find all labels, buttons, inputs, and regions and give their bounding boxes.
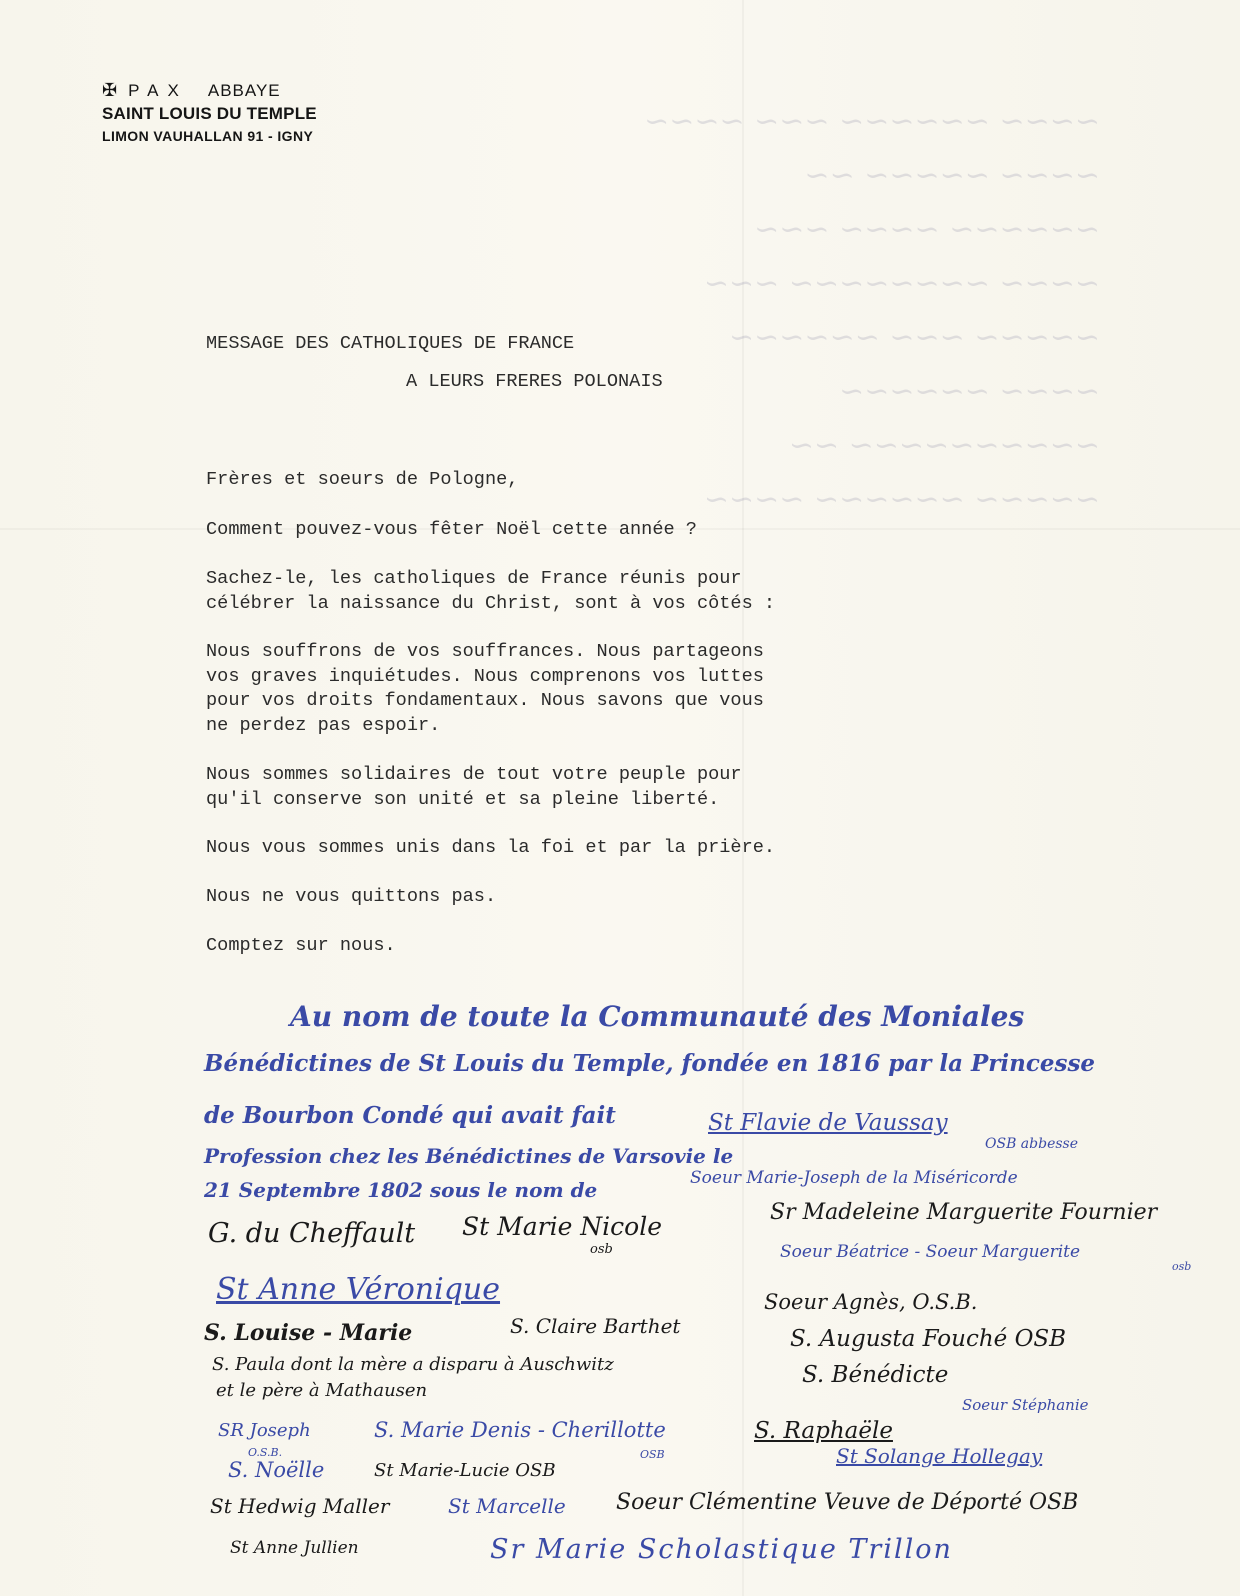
signature: Sr Marie Scholastique Trillon bbox=[490, 1534, 953, 1565]
signature: S. Marie Denis - Cherillotte bbox=[374, 1418, 666, 1442]
signature: S. Louise - Marie bbox=[204, 1320, 413, 1346]
signature-flavie: St Flavie de Vaussay bbox=[708, 1110, 948, 1136]
signature: St Anne Véronique bbox=[216, 1272, 501, 1307]
signature: St Marie Nicole bbox=[462, 1212, 663, 1241]
letterhead bbox=[102, 80, 317, 144]
cross-icon: ✠ bbox=[102, 80, 119, 100]
paragraph-7: Comptez sur nous. bbox=[206, 935, 396, 956]
paragraph-question: Comment pouvez-vous fêter Noël cette année ? bbox=[206, 519, 697, 540]
signature: Soeur Stéphanie bbox=[962, 1396, 1089, 1414]
signature-osb: osb bbox=[590, 1242, 613, 1257]
handwritten-osb-abbesse: OSB abbesse bbox=[985, 1136, 1079, 1152]
paragraph-4: Nous sommes solidaires de tout votre peuple pour qu'il conserve son unité et sa pleine liberté. bbox=[206, 764, 742, 810]
salutation: Frères et soeurs de Pologne, bbox=[206, 469, 519, 490]
signature: St Solange Hollegay bbox=[836, 1444, 1043, 1468]
signature-note-line1: S. Paula dont la mère a disparu à Auschwitz bbox=[212, 1354, 614, 1375]
signature: Sr Madeleine Marguerite Fournier bbox=[770, 1200, 1158, 1225]
signature: St Hedwig Maller bbox=[210, 1494, 390, 1518]
signature-note-line2: et le père à Mathausen bbox=[216, 1380, 428, 1401]
handwritten-line4: Profession chez les Bénédictines de Varsovie le bbox=[204, 1144, 734, 1168]
letterhead-address: LIMON VAUHALLAN 91 - IGNY bbox=[102, 128, 314, 144]
handwritten-line5: 21 Septembre 1802 sous le nom de bbox=[204, 1178, 598, 1202]
signature: S. Claire Barthet bbox=[510, 1314, 681, 1338]
signature-osb: OSB bbox=[640, 1448, 665, 1461]
paragraph-6: Nous ne vous quittons pas. bbox=[206, 886, 497, 907]
message-title-line1: MESSAGE DES CATHOLIQUES DE FRANCE bbox=[206, 333, 575, 354]
signature: S. Bénédicte bbox=[802, 1362, 949, 1388]
paragraph-5: Nous vous sommes unis dans la foi et par la prière. bbox=[206, 837, 776, 858]
handwritten-line5-name: Soeur Marie-Joseph de la Miséricorde bbox=[690, 1168, 1018, 1188]
handwritten-line2: Bénédictines de St Louis du Temple, fondée en 1816 par la Princesse bbox=[204, 1050, 1096, 1077]
fold-line-vertical bbox=[742, 0, 744, 1596]
signature: Soeur Agnès, O.S.B. bbox=[764, 1290, 978, 1314]
handwritten-line1: Au nom de toute la Communauté des Moniales bbox=[290, 1000, 1025, 1033]
signature: St Anne Jullien bbox=[230, 1538, 359, 1558]
signature: S. Augusta Fouché OSB bbox=[790, 1326, 1067, 1352]
signature: Soeur Béatrice - Soeur Marguerite bbox=[780, 1242, 1081, 1262]
signature: SR Joseph bbox=[218, 1420, 311, 1441]
handwritten-line3: de Bourbon Condé qui avait fait bbox=[204, 1102, 616, 1129]
signature: S. Noëlle bbox=[228, 1458, 325, 1482]
signature: Soeur Clémentine Veuve de Déporté OSB bbox=[616, 1490, 1079, 1515]
letterhead-name: SAINT LOUIS DU TEMPLE bbox=[102, 104, 317, 123]
signature: G. du Cheffault bbox=[208, 1218, 416, 1249]
letterhead-abbaye: ABBAYE bbox=[207, 80, 281, 100]
signature: St Marcelle bbox=[448, 1494, 566, 1518]
letterhead-pax: PAX bbox=[128, 80, 188, 100]
letterhead-line1 bbox=[102, 80, 317, 101]
signature-osb: osb bbox=[1172, 1260, 1192, 1273]
message-title-line2: A LEURS FRERES POLONAIS bbox=[406, 371, 663, 392]
paragraph-3: Nous souffrons de vos souffrances. Nous partageons vos graves inquiétudes. Nous comprenons vos luttes pour vos droits fondamentaux. Nous savons que vous ne perdez pas espoir. bbox=[206, 641, 764, 736]
signature-osb: O.S.B. bbox=[248, 1446, 283, 1459]
paragraph-2: Sachez-le, les catholiques de France réunis pour célébrer la naissance du Christ, sont à vos côtés : bbox=[206, 568, 776, 614]
signature: S. Raphaële bbox=[754, 1418, 893, 1444]
signature: St Marie-Lucie OSB bbox=[374, 1460, 556, 1481]
